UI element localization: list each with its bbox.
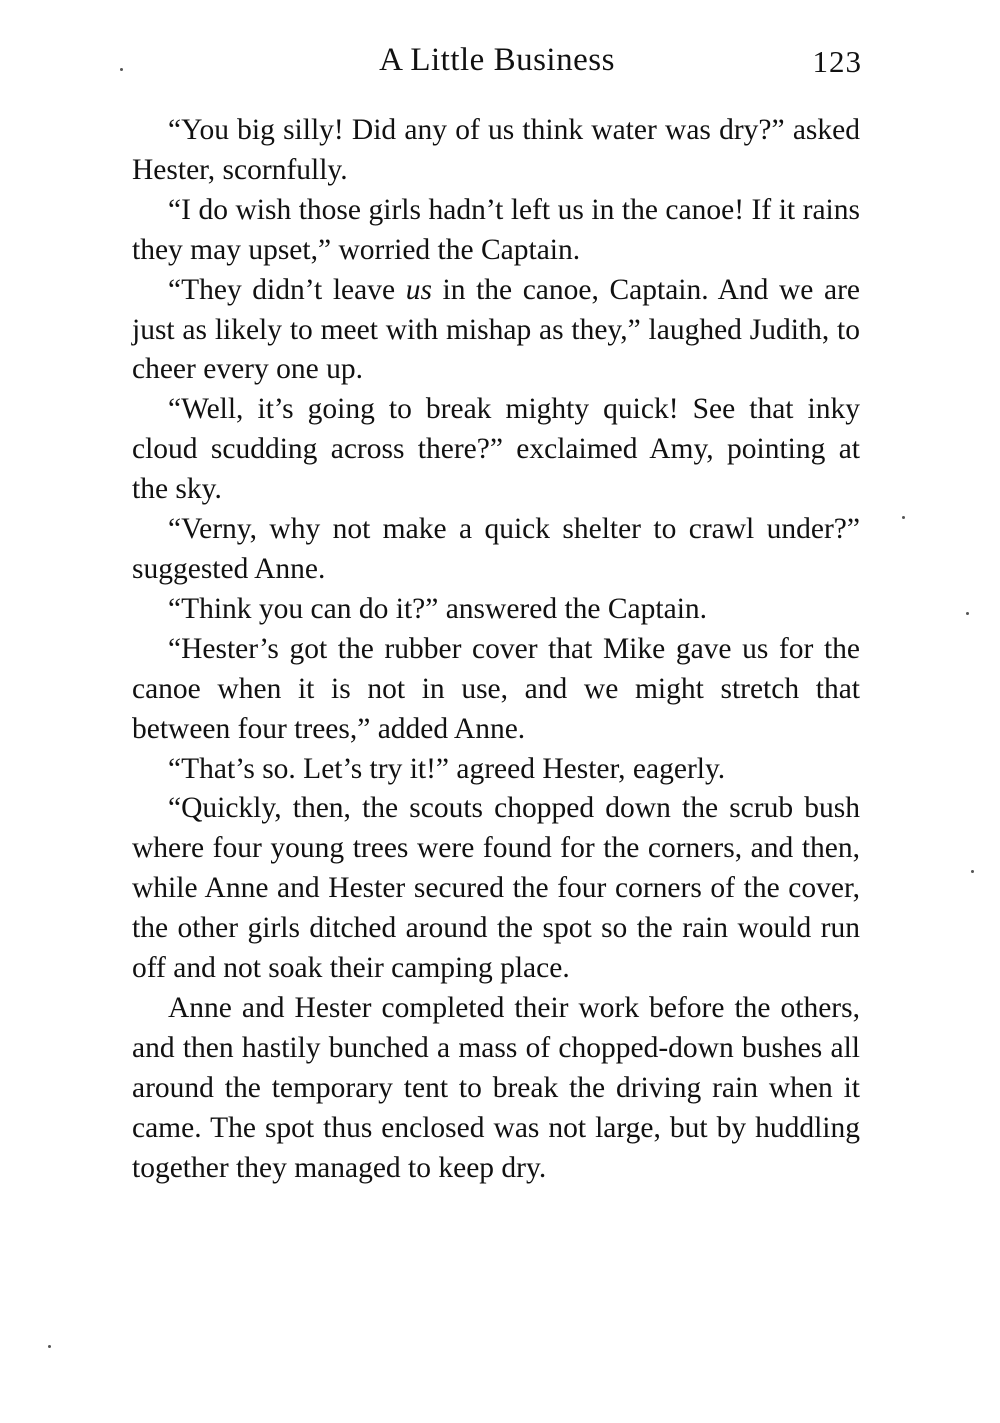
paragraph: “You big silly! Did any of us think water was dry?” asked Hester, scornfully. [132, 114, 860, 186]
paragraph-text: in the canoe, Captain. And we are just as likely to meet with mishap as they,” laughed Judith, to cheer every one up. [132, 273, 860, 386]
running-title: A Little Business [379, 42, 615, 78]
page-number: 123 [812, 44, 862, 79]
paragraph: “Well, it’s going to break mighty quick! See that inky cloud scudding across there?” exclaimed Amy, pointing at the sky. [132, 393, 860, 506]
paragraph: “Verny, why not make a quick shelter to crawl under?” suggested Anne. [132, 513, 860, 585]
paragraph: “I do wish those girls hadn’t left us in the canoe! If it rains they may upset,” worried the Captain. [132, 193, 860, 266]
paragraph: Anne and Hester completed their work before the others, and then hastily bunched a mass of chopped-down bushes all around the temporary tent to break the driving rain when it came. The spot thus enclosed was not large, but by huddling together they managed to keep dry. [132, 991, 860, 1184]
scan-speck [902, 516, 905, 519]
scan-speck [971, 870, 974, 873]
paragraph: “Think you can do it?” answered the Captain. [168, 592, 708, 625]
scan-speck [120, 68, 123, 71]
body-text [132, 111, 860, 1188]
running-head [132, 42, 862, 92]
paragraph: “Quickly, then, the scouts chopped down the scrub bush where four young trees were found for the corners, and then, while Anne and Hester secured the four corners of the cover, the other girls ditched around the spot so the rain would run off and not soak their camping place. [132, 792, 860, 985]
paragraph: “Hester’s got the rubber cover that Mike gave us for the canoe when it is not in use, and we might stretch that between four trees,” added Anne. [132, 632, 860, 745]
paragraph-text: “They didn’t leave [168, 273, 406, 306]
paragraph: “That’s so. Let’s try it!” agreed Hester, eagerly. [168, 752, 726, 785]
paragraph [132, 271, 860, 391]
scan-speck [966, 612, 969, 615]
scan-speck [48, 1345, 51, 1348]
emphasized-word: us [405, 273, 432, 306]
